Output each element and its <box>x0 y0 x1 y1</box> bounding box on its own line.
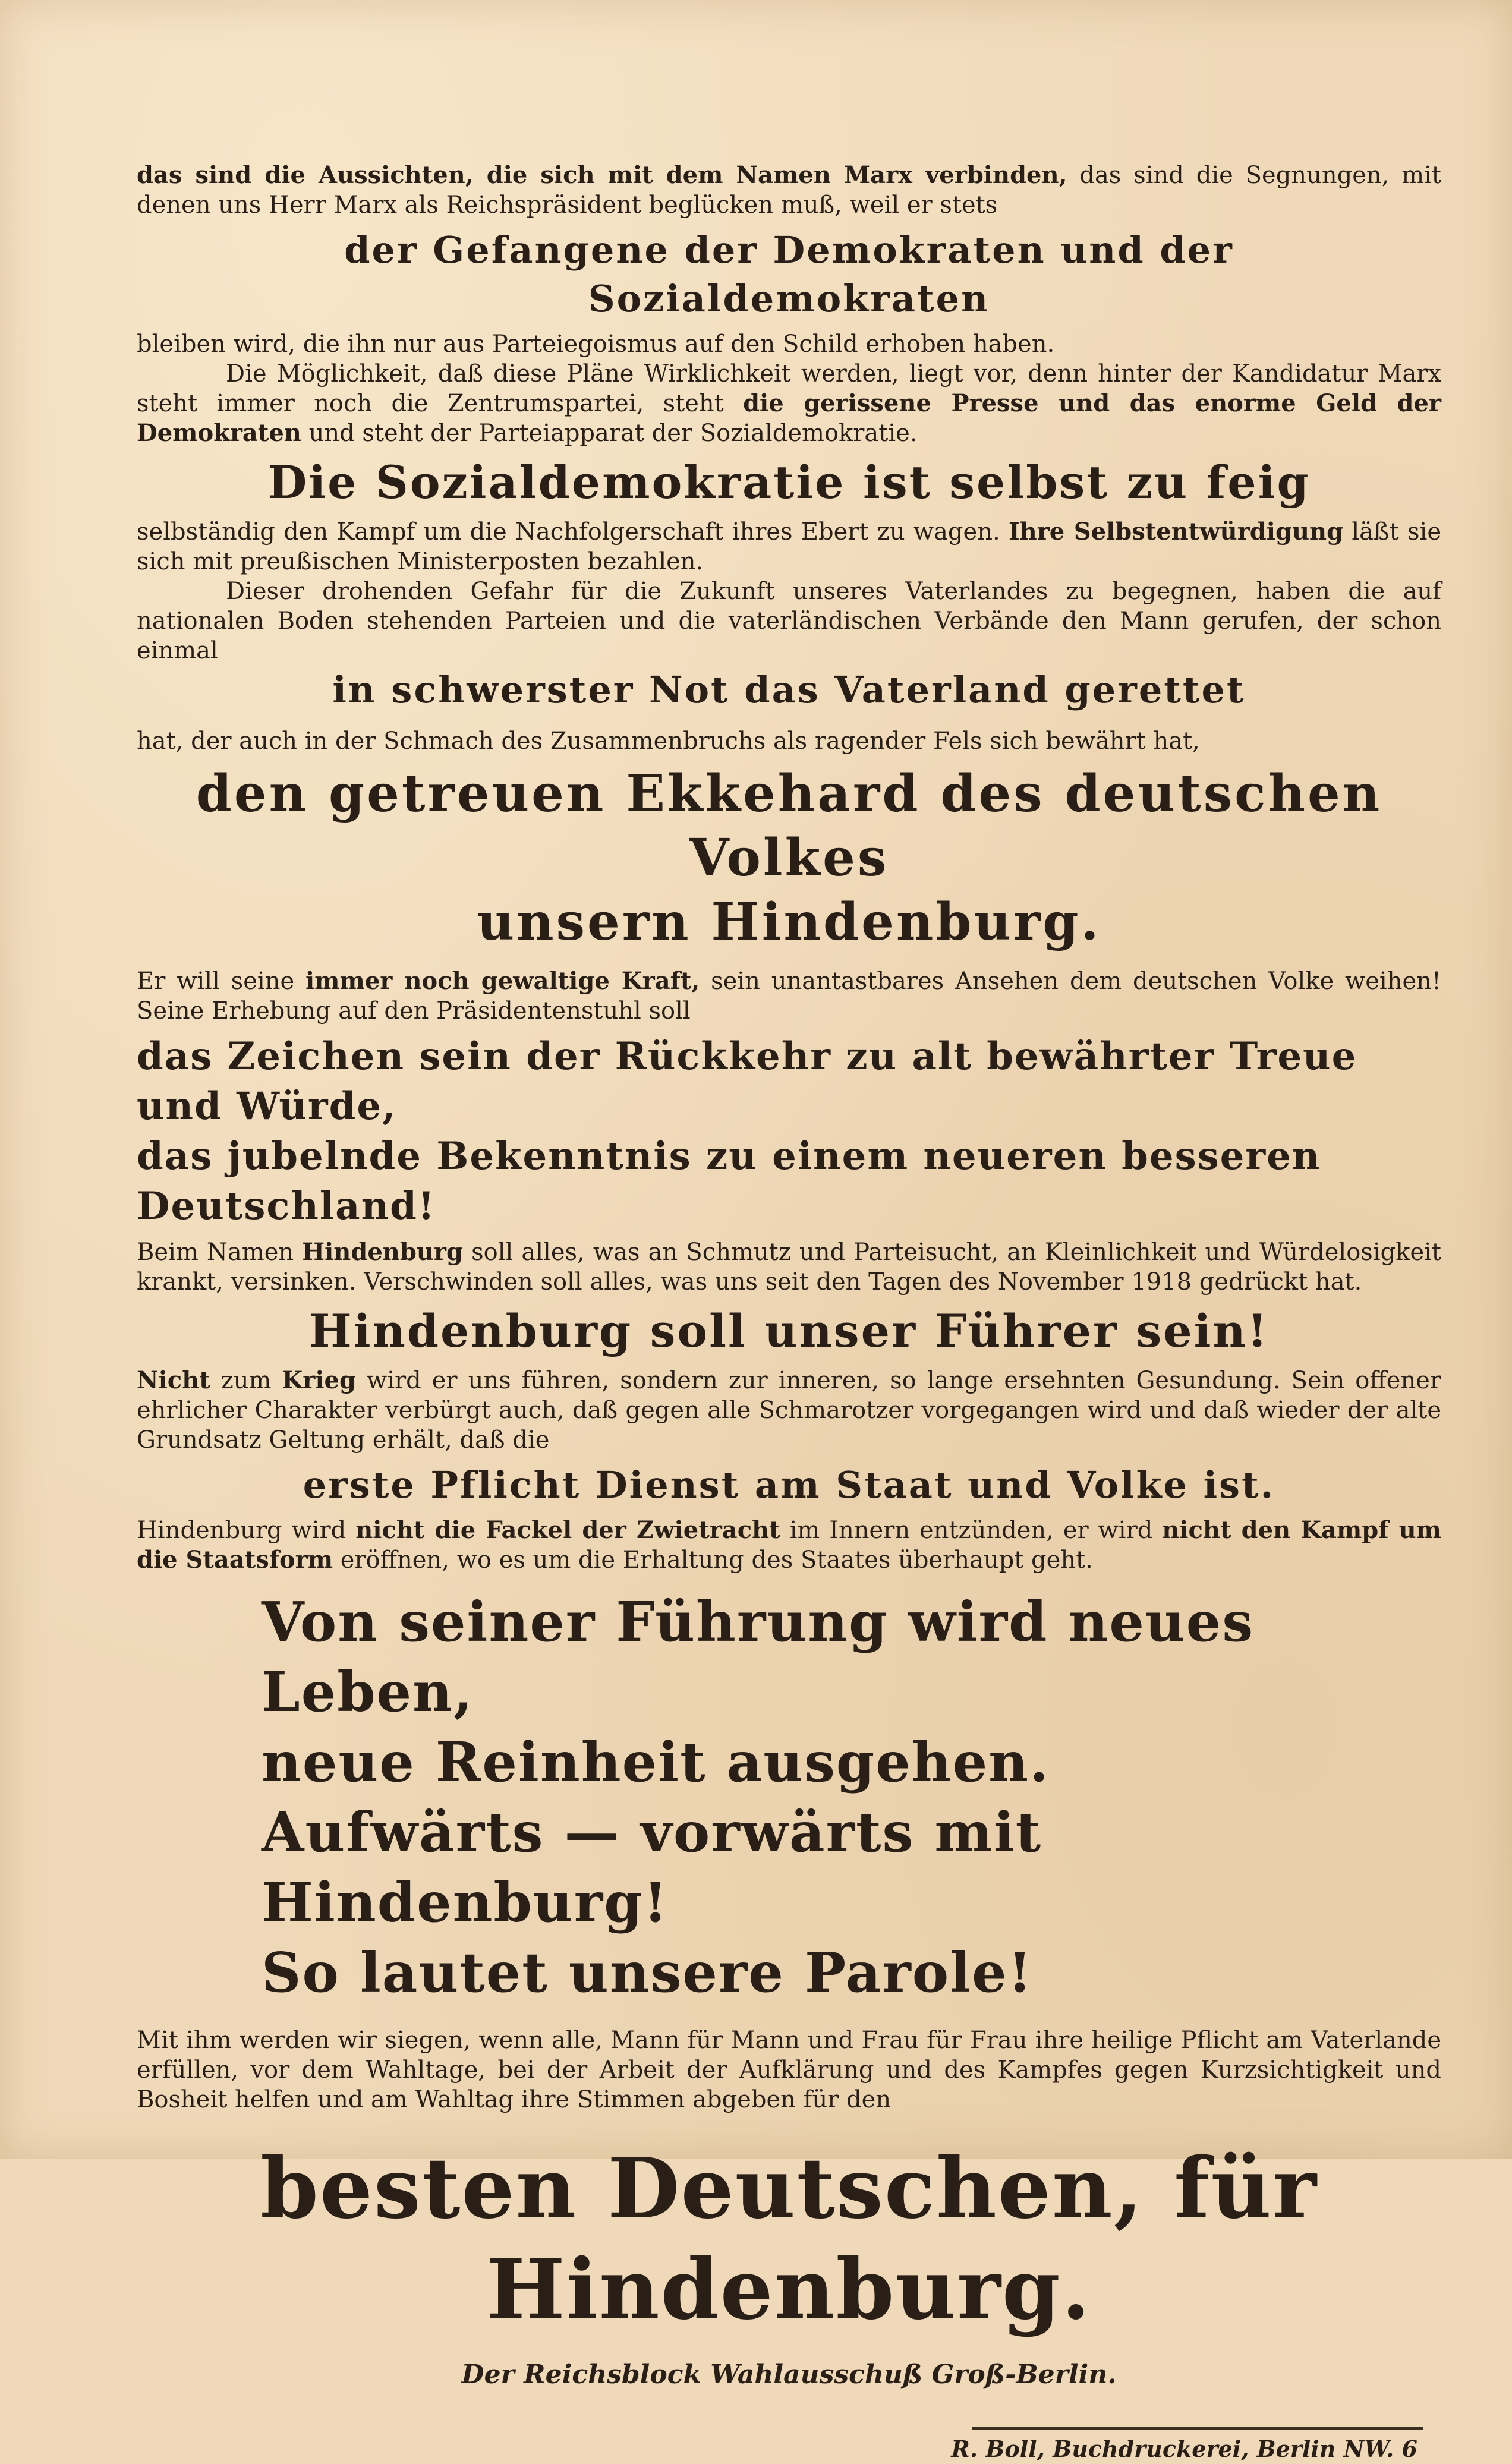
emphasis: nicht den Kampf um die Staatsform <box>137 1516 1441 1574</box>
heading-fuehrer: Hindenburg soll unser Führer sein! <box>308 1305 1270 1357</box>
emphasis: nicht die Fackel der Zwietracht <box>355 1516 780 1544</box>
text: Er will seine <box>137 968 305 995</box>
heading-sign-line-1: das Zeichen sein der Rückkehr zu alt bewährter Treue und Würde, <box>137 1034 1357 1129</box>
emphasis: das sind die Aussichten, die sich mit dem Namen Marx verbinden, <box>137 161 1067 189</box>
text: und steht der Parteiapparat der Sozialdemokratie. <box>301 420 918 447</box>
paragraph-7 <box>137 966 1441 1026</box>
slogan-line-3: Aufwärts — vorwärts mit Hindenburg! <box>262 1800 1042 1934</box>
text: selbständig den Kampf um die Nachfolgerschaft ihres Ebert zu wagen. <box>137 518 1009 546</box>
text: Beim Namen <box>137 1239 303 1266</box>
closing-headline: besten Deutschen, für Hindenburg. <box>260 2140 1318 2339</box>
slogan-line-1: Von seiner Führung wird neues Leben, <box>262 1590 1255 1724</box>
text: Die Möglichkeit, daß diese Pläne Wirklichkeit werden, liegt vor, denn hinter der Kandidatur Marx steht immer noch die Zentrumspartei, steht <box>137 360 1441 417</box>
text: Hindenburg wird <box>137 1517 356 1544</box>
emphasis: Hindenburg <box>302 1238 463 1266</box>
leaflet-text <box>137 160 1441 2464</box>
slogan-line-2: neue Reinheit ausgehen. <box>262 1730 1050 1794</box>
heading-rescued: in schwerster Not das Vaterland gerettet <box>332 668 1246 711</box>
paragraph-10 <box>137 1515 1441 1575</box>
paragraph-9 <box>137 1366 1441 1455</box>
text: eröffnen, wo es um die Erhaltung des Staates überhaupt geht. <box>333 1546 1093 1574</box>
text: sein unantastbares Ansehen dem deutschen Volke weihen! Seine Erhebung auf den Präsidentenstuhl soll <box>137 968 1441 1025</box>
paragraph-3 <box>137 359 1441 448</box>
printer-block <box>137 2427 1441 2464</box>
text: läßt sie sich mit preußischen Ministerposten bezahlen. <box>137 518 1442 575</box>
emphasis: Krieg <box>282 1366 356 1394</box>
paragraph-11: Mit ihm werden wir siegen, wenn alle, Mann für Mann und Frau für Frau ihre heilige Pflicht am Vaterlande erfüllen, vor dem Wahltage, bei der Arbeit der Aufklärung und des Kampfes gegen Kurzsichtigkeit und Bosheit helfen und am Wahltag ihre Stimmen abgeben für den <box>137 2027 1441 2113</box>
paragraph-2: bleiben wird, die ihn nur aus Parteiegoismus auf den Schild erhoben haben. <box>137 330 1055 358</box>
heading-duty: erste Pflicht Dienst am Staat und Volke ist. <box>303 1463 1275 1507</box>
text: zum <box>210 1367 282 1394</box>
printer-rule <box>972 2427 1423 2430</box>
text: im Innern entzünden, er wird <box>780 1517 1163 1544</box>
emphasis: die gerissene Presse und das enorme Geld der Demokraten <box>137 389 1441 447</box>
paragraph-8 <box>137 1237 1441 1297</box>
paragraph-1 <box>137 160 1441 220</box>
printer-imprint: R. Boll, Buchdruckerei, Berlin NW. 6 <box>951 2435 1418 2462</box>
paragraph-6: hat, der auch in der Schmach des Zusammenbruchs als ragender Fels sich bewährt hat, <box>137 727 1200 755</box>
heading-ekkehard-line-2: unsern Hindenburg. <box>477 892 1101 952</box>
emphasis: Ihre Selbstentwürdigung <box>1008 518 1344 546</box>
emphasis: Nicht <box>137 1366 210 1394</box>
heading-sozialdemokratie: Die Sozialdemokratie ist selbst zu feig <box>267 456 1311 509</box>
heading-prisoner: der Gefangene der Demokraten und der Sozialdemokraten <box>344 228 1234 320</box>
text: soll alles, was an Schmutz und Parteisucht, an Kleinlichkeit und Würdelosigkeit krankt, versinken. Verschwinden soll alles, was uns seit den Tagen des November 1918 gedrückt hat. <box>137 1239 1441 1296</box>
text: das sind die Segnungen, mit denen uns Herr Marx als Reichspräsident beglücken muß, weil er stets <box>137 162 1441 219</box>
slogan-line-4: So lautet unsere Parole! <box>262 1940 1033 2005</box>
signature-line: Der Reichsblock Wahlausschuß Groß-Berlin. <box>461 2359 1117 2390</box>
paragraph-5: Dieser drohenden Gefahr für die Zukunft unseres Vaterlandes zu begegnen, haben die auf nationalen Boden stehenden Parteien und die vaterländischen Verbände den Mann gerufen, der schon einmal <box>137 578 1441 664</box>
emphasis: immer noch gewaltige Kraft, <box>305 967 700 995</box>
heading-ekkehard-line-1: den getreuen Ekkehard des deutschen Volkes <box>196 764 1382 888</box>
text: wird er uns führen, sondern zur inneren, so lange ersehnten Gesundung. Sein offener ehrlicher Charakter verbürgt auch, daß gegen alle Schmarotzer vorgegangen wird und daß wieder der alte Grundsatz Geltung erhält, daß die <box>137 1367 1442 1454</box>
heading-sign-line-2: das jubelnde Bekenntnis zu einem neueren besseren Deutschland! <box>137 1134 1321 1228</box>
paragraph-4 <box>137 517 1441 576</box>
